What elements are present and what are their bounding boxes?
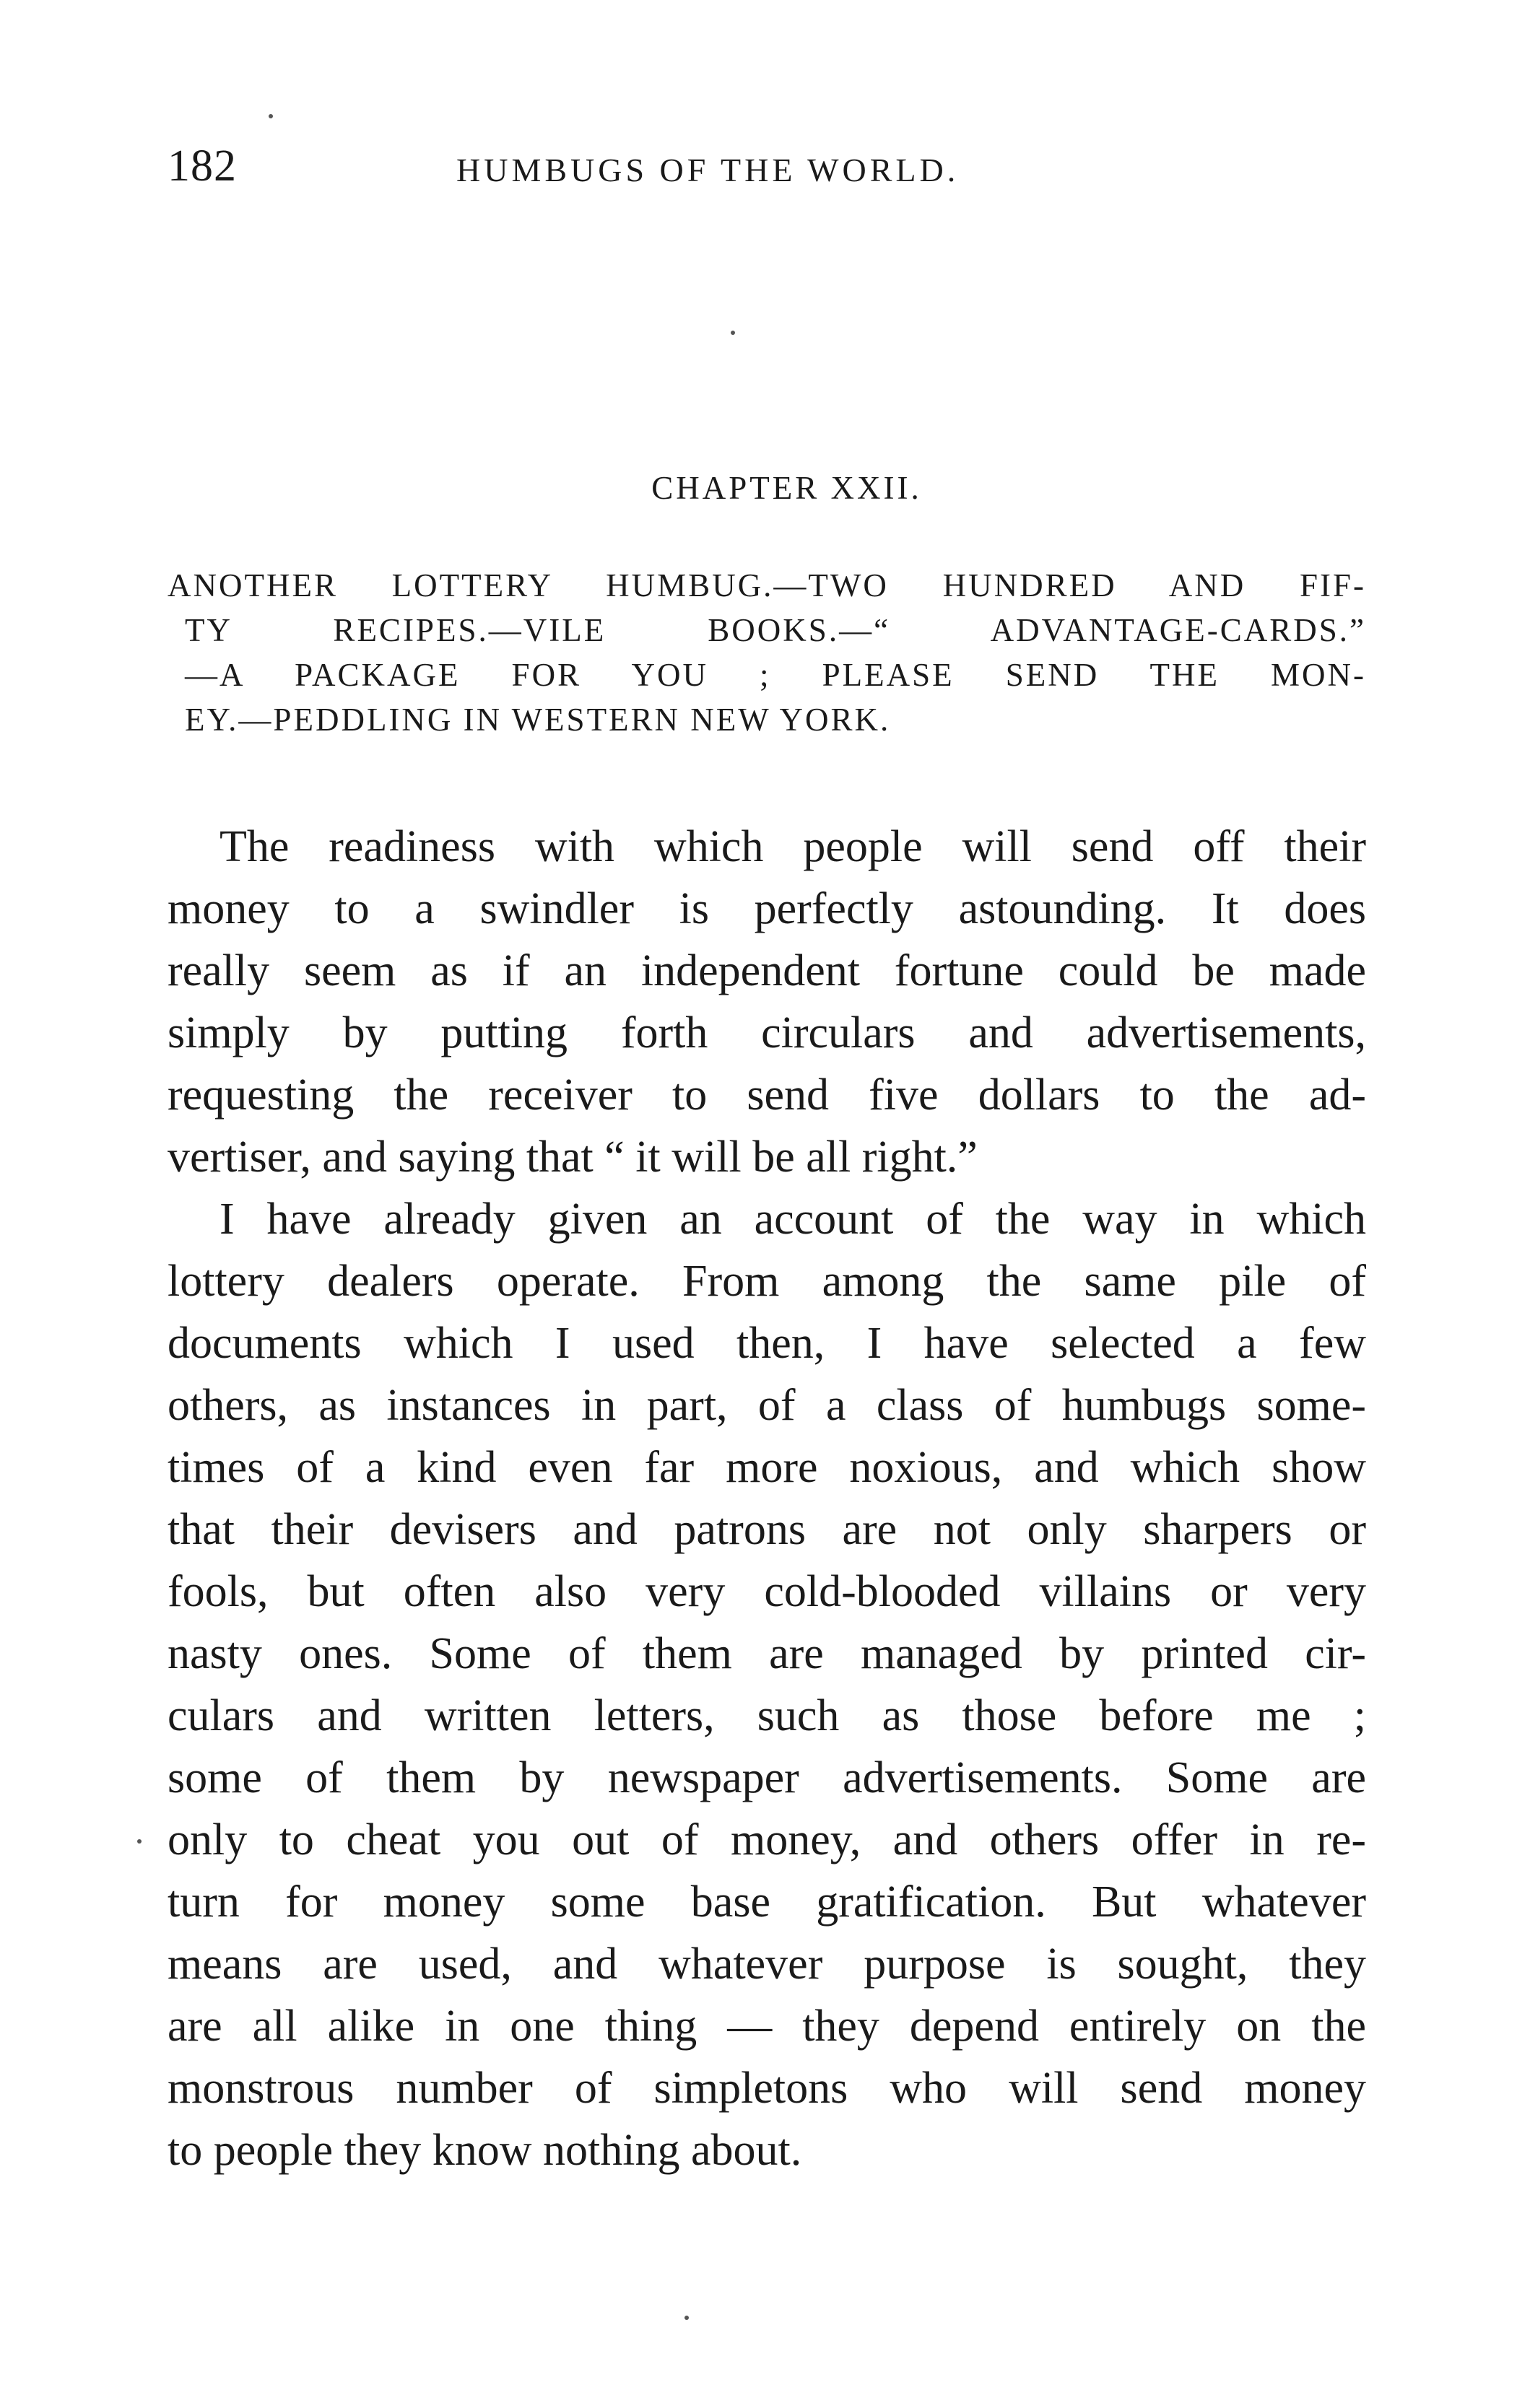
- page-number: 182: [168, 141, 237, 191]
- text-line: documents which I used then, I have selected a few: [168, 1319, 1366, 1368]
- synopsis-line: TY RECIPES.—VILE BOOKS.—“ ADVANTAGE-CARDS.”: [185, 612, 1366, 648]
- text-line: that their devisers and patrons are not only sharpers or: [168, 1505, 1366, 1554]
- text-line: are all alike in one thing — they depend entirely on the: [168, 2002, 1366, 2051]
- text-line: money to a swindler is perfectly astounding. It does: [168, 884, 1366, 933]
- text-line: monstrous number of simpletons who will send money: [168, 2064, 1366, 2113]
- text-line: lottery dealers operate. From among the same pile of: [168, 1257, 1366, 1306]
- chapter-heading: CHAPTER XXII.: [651, 470, 922, 506]
- print-speck: [731, 331, 735, 335]
- text-line: The readiness with which people will send off their: [219, 822, 1366, 871]
- print-speck: [684, 2316, 689, 2320]
- running-title: HUMBUGS OF THE WORLD.: [456, 152, 960, 188]
- running-head: [168, 141, 1359, 206]
- text-line: some of them by newspaper advertisements. Some are: [168, 1753, 1366, 1802]
- text-line: really seem as if an independent fortune could be made: [168, 946, 1366, 995]
- text-line: nasty ones. Some of them are managed by printed cir-: [168, 1629, 1366, 1678]
- text-line: vertiser, and saying that “ it will be all right.”: [168, 1133, 978, 1182]
- chapter-synopsis: [168, 563, 1366, 742]
- text-line: to people they know nothing about.: [168, 2126, 802, 2175]
- body-text: [168, 816, 1366, 2181]
- text-line: culars and written letters, such as those before me ;: [168, 1691, 1366, 1740]
- text-line: turn for money some base gratification. But whatever: [168, 1877, 1366, 1927]
- text-line: only to cheat you out of money, and others offer in re-: [168, 1815, 1366, 1864]
- print-speck: [269, 114, 273, 118]
- text-line: I have already given an account of the way in which: [219, 1195, 1366, 1244]
- text-line: times of a kind even far more noxious, and which show: [168, 1443, 1366, 1492]
- synopsis-line: ANOTHER LOTTERY HUMBUG.—TWO HUNDRED AND FIF-: [168, 567, 1366, 603]
- text-line: others, as instances in part, of a class of humbugs some-: [168, 1381, 1366, 1430]
- text-line: fools, but often also very cold-blooded villains or very: [168, 1567, 1366, 1616]
- text-line: requesting the receiver to send five dollars to the ad-: [168, 1070, 1366, 1120]
- synopsis-line: EY.—PEDDLING IN WESTERN NEW YORK.: [185, 702, 891, 738]
- text-line: means are used, and whatever purpose is sought, they: [168, 1940, 1366, 1989]
- print-speck: [137, 1839, 142, 1844]
- synopsis-line: —A PACKAGE FOR YOU ; PLEASE SEND THE MON-: [185, 657, 1366, 693]
- text-line: simply by putting forth circulars and advertisements,: [168, 1008, 1366, 1057]
